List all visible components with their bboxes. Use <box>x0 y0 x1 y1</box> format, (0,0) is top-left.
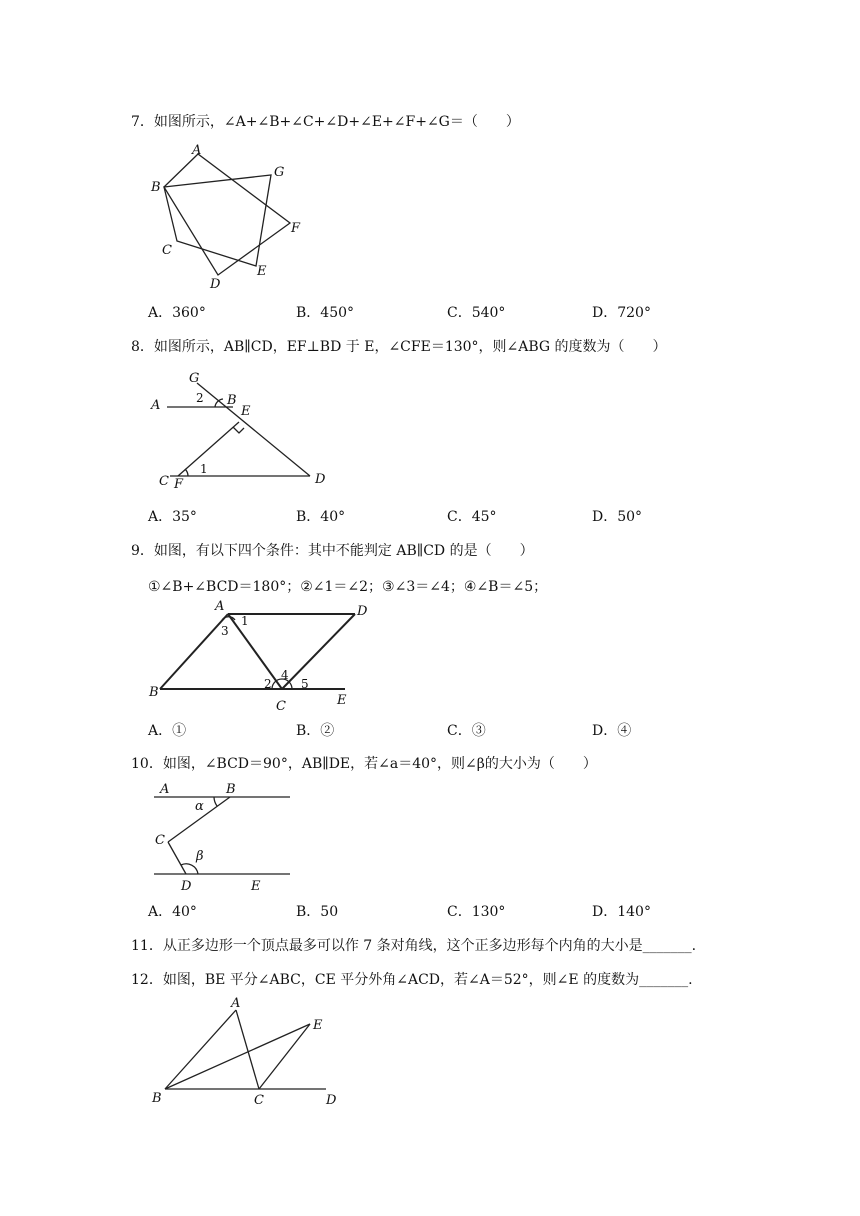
q10-label-e: E <box>251 879 261 894</box>
q8-option-a[interactable]: A．35° <box>148 509 197 525</box>
q8-label-d: D <box>315 472 326 487</box>
q7-quadrilateral-2 <box>164 175 271 266</box>
q10-label-alpha: α <box>195 799 204 814</box>
q7-option-d[interactable]: D．720° <box>592 305 651 321</box>
q12-line-be <box>165 1024 310 1089</box>
q8-option-b[interactable]: B．40° <box>296 509 346 525</box>
q9-option-a[interactable]: A．① <box>148 723 187 739</box>
q9-option-b[interactable]: B．② <box>296 723 335 739</box>
q10-label-b: B <box>226 782 236 797</box>
q7-label-f: F <box>291 221 301 236</box>
q12-label-e: E <box>313 1018 323 1033</box>
q10-label-d: D <box>181 879 192 894</box>
question-12-stem: 12．如图，BE 平分∠ABC，CE 平分外角∠ACD，若∠A＝52°，则∠E 的度数为_______. <box>131 972 693 988</box>
q10-label-beta: β <box>196 849 204 864</box>
question-7-stem: 7．如图所示，∠A+∠B+∠C+∠D+∠E+∠F+∠G＝（ ） <box>131 114 520 130</box>
q10-option-d[interactable]: D．140° <box>592 904 651 920</box>
question-11-stem: 11．从正多边形一个顶点最多可以作 7 条对角线，这个正多边形每个内角的大小是_______. <box>131 938 697 954</box>
q7-figure <box>140 140 320 295</box>
q12-line-ac <box>236 1010 259 1089</box>
q8-line-gd <box>197 383 310 476</box>
q12-figure <box>148 994 348 1109</box>
q9-label-c: C <box>276 699 286 714</box>
q8-option-c[interactable]: C．45° <box>447 509 497 525</box>
q7-label-d: D <box>210 277 221 292</box>
q10-label-c: C <box>155 833 165 848</box>
q10-option-c[interactable]: C．130° <box>447 904 506 920</box>
q9-label-a: A <box>215 599 225 614</box>
q10-line-cd <box>168 842 186 874</box>
question-10-stem: 10．如图，∠BCD＝90°，AB∥DE，若∠a＝40°，则∠β的大小为（ ） <box>131 756 597 772</box>
q9-label-e: E <box>337 693 347 708</box>
q9-label-b: B <box>149 685 159 700</box>
q8-label-1: 1 <box>200 462 208 476</box>
q7-option-b[interactable]: B．450° <box>296 305 355 321</box>
q8-label-e: E <box>241 404 251 419</box>
q7-option-c[interactable]: C．540° <box>447 305 506 321</box>
q12-label-b: B <box>152 1091 162 1106</box>
q9-label-2: 2 <box>264 677 272 691</box>
q9-conditions: ①∠B+∠BCD＝180°；②∠1＝∠2；③∠3＝∠4；④∠B＝∠5； <box>148 579 548 595</box>
q12-line-ab <box>165 1010 236 1089</box>
q8-line-ef <box>178 422 239 476</box>
q8-angle-1-arc <box>185 469 188 476</box>
question-9-stem: 9．如图，有以下四个条件：其中不能判定 AB∥CD 的是（ ） <box>131 543 534 559</box>
q8-option-d[interactable]: D．50° <box>592 509 643 525</box>
q7-label-a: A <box>192 143 202 158</box>
q7-label-g: G <box>274 165 285 180</box>
q9-line-cd <box>282 614 355 689</box>
q9-label-4: 4 <box>281 668 289 682</box>
q10-figure <box>150 780 300 895</box>
q12-label-a: A <box>231 996 241 1011</box>
q8-label-g: G <box>189 371 200 386</box>
q8-right-angle-mark <box>233 427 244 433</box>
q9-label-5: 5 <box>301 677 309 691</box>
question-8-stem: 8．如图所示，AB∥CD，EF⊥BD 于 E，∠CFE＝130°，则∠ABG 的度数为（ ） <box>131 339 667 355</box>
q10-label-a: A <box>160 782 170 797</box>
q9-figure <box>145 596 368 716</box>
q9-option-d[interactable]: D．④ <box>592 723 632 739</box>
q9-line-ac <box>228 614 282 689</box>
q12-line-ce <box>259 1024 310 1089</box>
q9-label-1: 1 <box>241 614 249 628</box>
q10-option-a[interactable]: A．40° <box>148 904 197 920</box>
q8-label-f: F <box>174 477 184 492</box>
q7-label-e: E <box>257 264 267 279</box>
q10-alpha-arc <box>214 797 217 806</box>
q12-label-d: D <box>326 1093 337 1108</box>
q8-label-c: C <box>159 474 169 489</box>
q7-label-b: B <box>151 180 161 195</box>
q7-option-a[interactable]: A．360° <box>148 305 206 321</box>
q10-option-b[interactable]: B．50 <box>296 904 339 920</box>
q8-label-b: B <box>227 393 237 408</box>
q8-label-a: A <box>151 398 161 413</box>
q8-label-2: 2 <box>196 391 204 405</box>
q9-label-3: 3 <box>221 624 229 638</box>
q12-label-c: C <box>254 1093 264 1108</box>
q9-line-ab <box>160 614 228 689</box>
q7-label-c: C <box>162 243 172 258</box>
q9-label-d: D <box>357 604 368 619</box>
q8-figure <box>145 368 335 493</box>
q9-option-c[interactable]: C．③ <box>447 723 486 739</box>
